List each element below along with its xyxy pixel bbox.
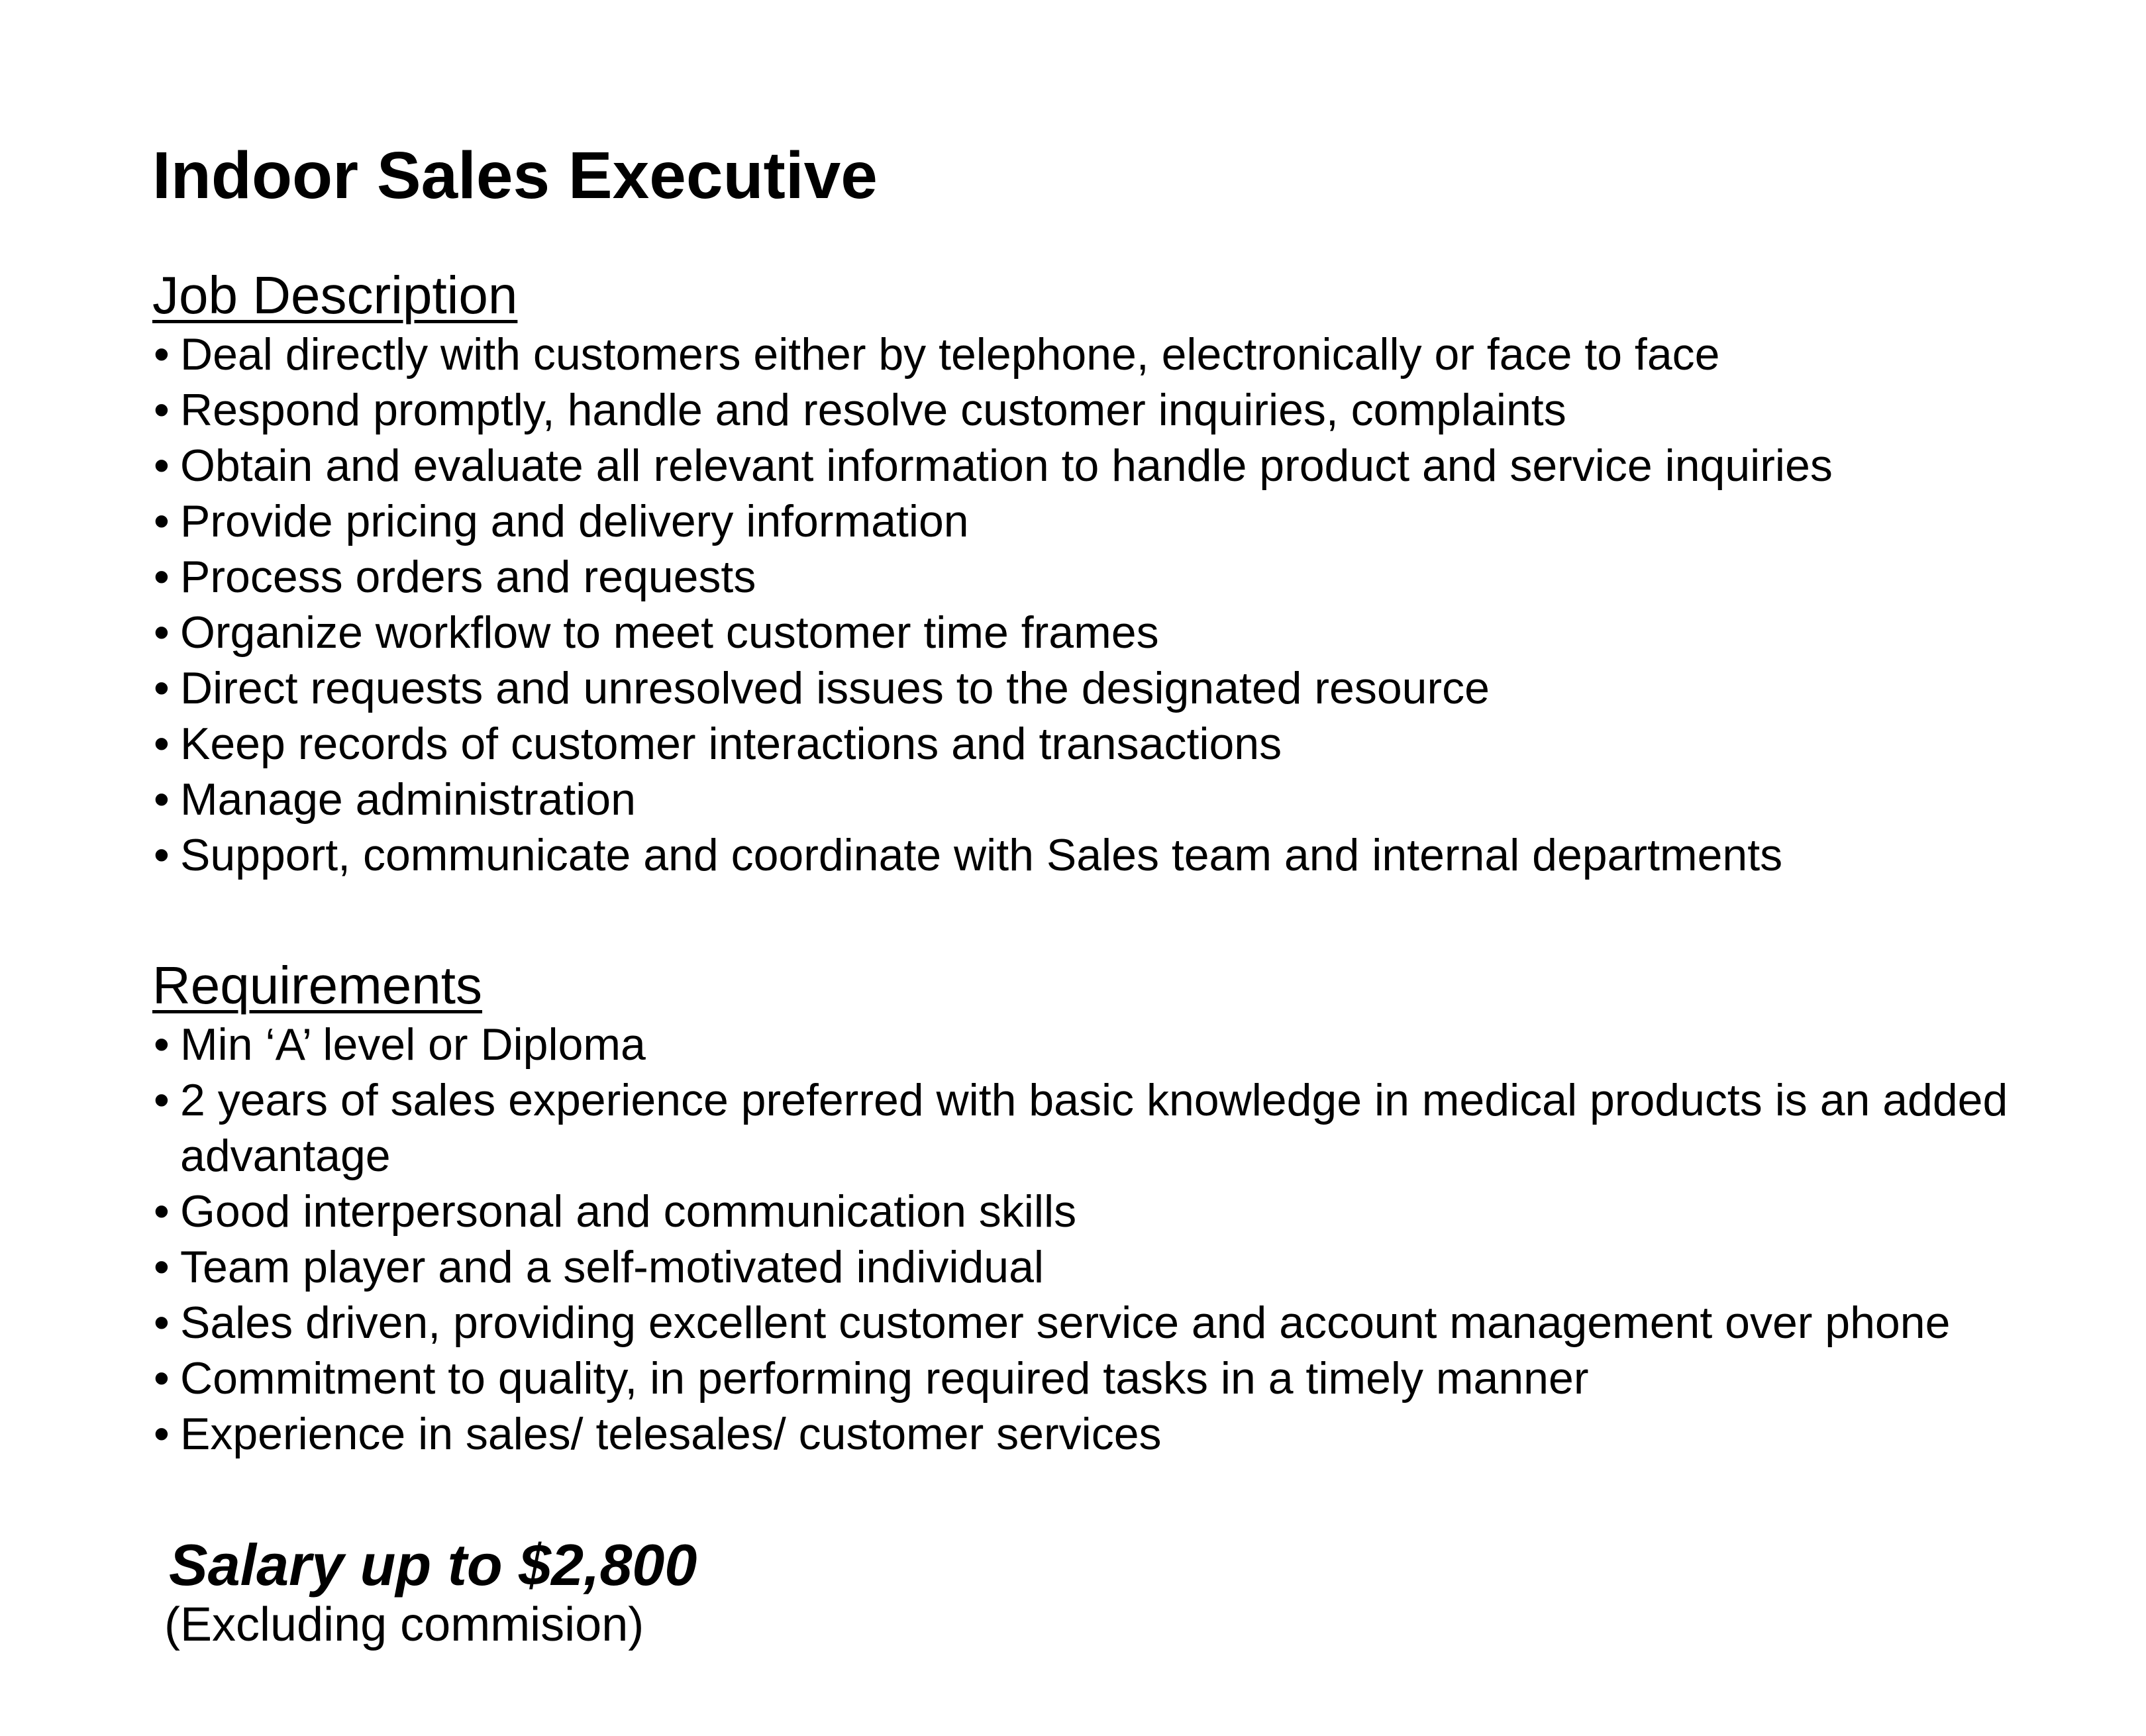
list-item	[152, 1351, 2073, 1406]
bullet-icon: •	[154, 1409, 170, 1459]
bullet-icon: •	[154, 663, 170, 713]
list-item	[152, 1239, 2073, 1295]
bullet-icon: •	[154, 1186, 170, 1237]
list-item-text: Obtain and evaluate all relevant information to handle product and service inquiries	[180, 440, 1833, 491]
list-item-text: Experience in sales/ telesales/ customer services	[180, 1409, 1162, 1459]
bullet-icon: •	[154, 1298, 170, 1348]
list-item-text: 2 years of sales experience preferred with basic knowledge in medical products is an added advantage	[180, 1075, 2008, 1181]
list-item	[152, 549, 2073, 605]
list-item-text: Organize workflow to meet customer time frames	[180, 607, 1159, 658]
list-item-text: Respond promptly, handle and resolve customer inquiries, complaints	[180, 385, 1566, 435]
list-item	[152, 382, 2073, 438]
bullet-icon: •	[154, 329, 170, 380]
list-item-text: Deal directly with customers either by telephone, electronically or face to face	[180, 329, 1720, 380]
list-item	[152, 493, 2073, 549]
list-item-text: Manage administration	[180, 774, 636, 825]
bullet-icon: •	[154, 440, 170, 491]
bullet-icon: •	[154, 1019, 170, 1070]
list-item	[152, 327, 2073, 382]
requirements-heading: Requirements	[152, 956, 483, 1015]
bullet-icon: •	[154, 774, 170, 825]
list-item	[152, 772, 2073, 827]
list-item-text: Direct requests and unresolved issues to the designated resource	[180, 663, 1490, 713]
list-item	[152, 1017, 2073, 1072]
list-item	[152, 660, 2073, 716]
list-item	[152, 1295, 2073, 1351]
bullet-icon: •	[154, 1075, 170, 1125]
list-item-text: Process orders and requests	[180, 552, 756, 602]
list-item-text: Commitment to quality, in performing required tasks in a timely manner	[180, 1353, 1589, 1404]
list-item	[152, 827, 2073, 883]
list-item-text: Good interpersonal and communication skills	[180, 1186, 1077, 1237]
page-title: Indoor Sales Executive	[152, 138, 878, 213]
list-item	[152, 438, 2073, 493]
list-item-text: Provide pricing and delivery information	[180, 496, 969, 546]
bullet-icon: •	[154, 552, 170, 602]
salary-text: Salary up to $2,800	[169, 1532, 697, 1598]
list-item	[152, 1072, 2021, 1184]
bullet-icon: •	[154, 1242, 170, 1292]
job-description-heading: Job Description	[152, 266, 518, 325]
list-item	[152, 605, 2073, 660]
list-item-text: Min ‘A’ level or Diploma	[180, 1019, 646, 1070]
requirements-list	[152, 1017, 2073, 1462]
job-description-list	[152, 327, 2073, 883]
list-item	[152, 1184, 2073, 1239]
bullet-icon: •	[154, 496, 170, 546]
bullet-icon: •	[154, 830, 170, 880]
list-item-text: Sales driven, providing excellent customer service and account management over phone	[180, 1298, 1951, 1348]
list-item-text: Team player and a self-motivated individual	[180, 1242, 1045, 1292]
list-item	[152, 716, 2073, 772]
list-item-text: Keep records of customer interactions and transactions	[180, 719, 1282, 769]
bullet-icon: •	[154, 607, 170, 658]
salary-note: (Excluding commision)	[164, 1598, 644, 1651]
list-item-text: Support, communicate and coordinate with Sales team and internal departments	[180, 830, 1783, 880]
bullet-icon: •	[154, 1353, 170, 1404]
bullet-icon: •	[154, 719, 170, 769]
list-item	[152, 1406, 2073, 1462]
bullet-icon: •	[154, 385, 170, 435]
